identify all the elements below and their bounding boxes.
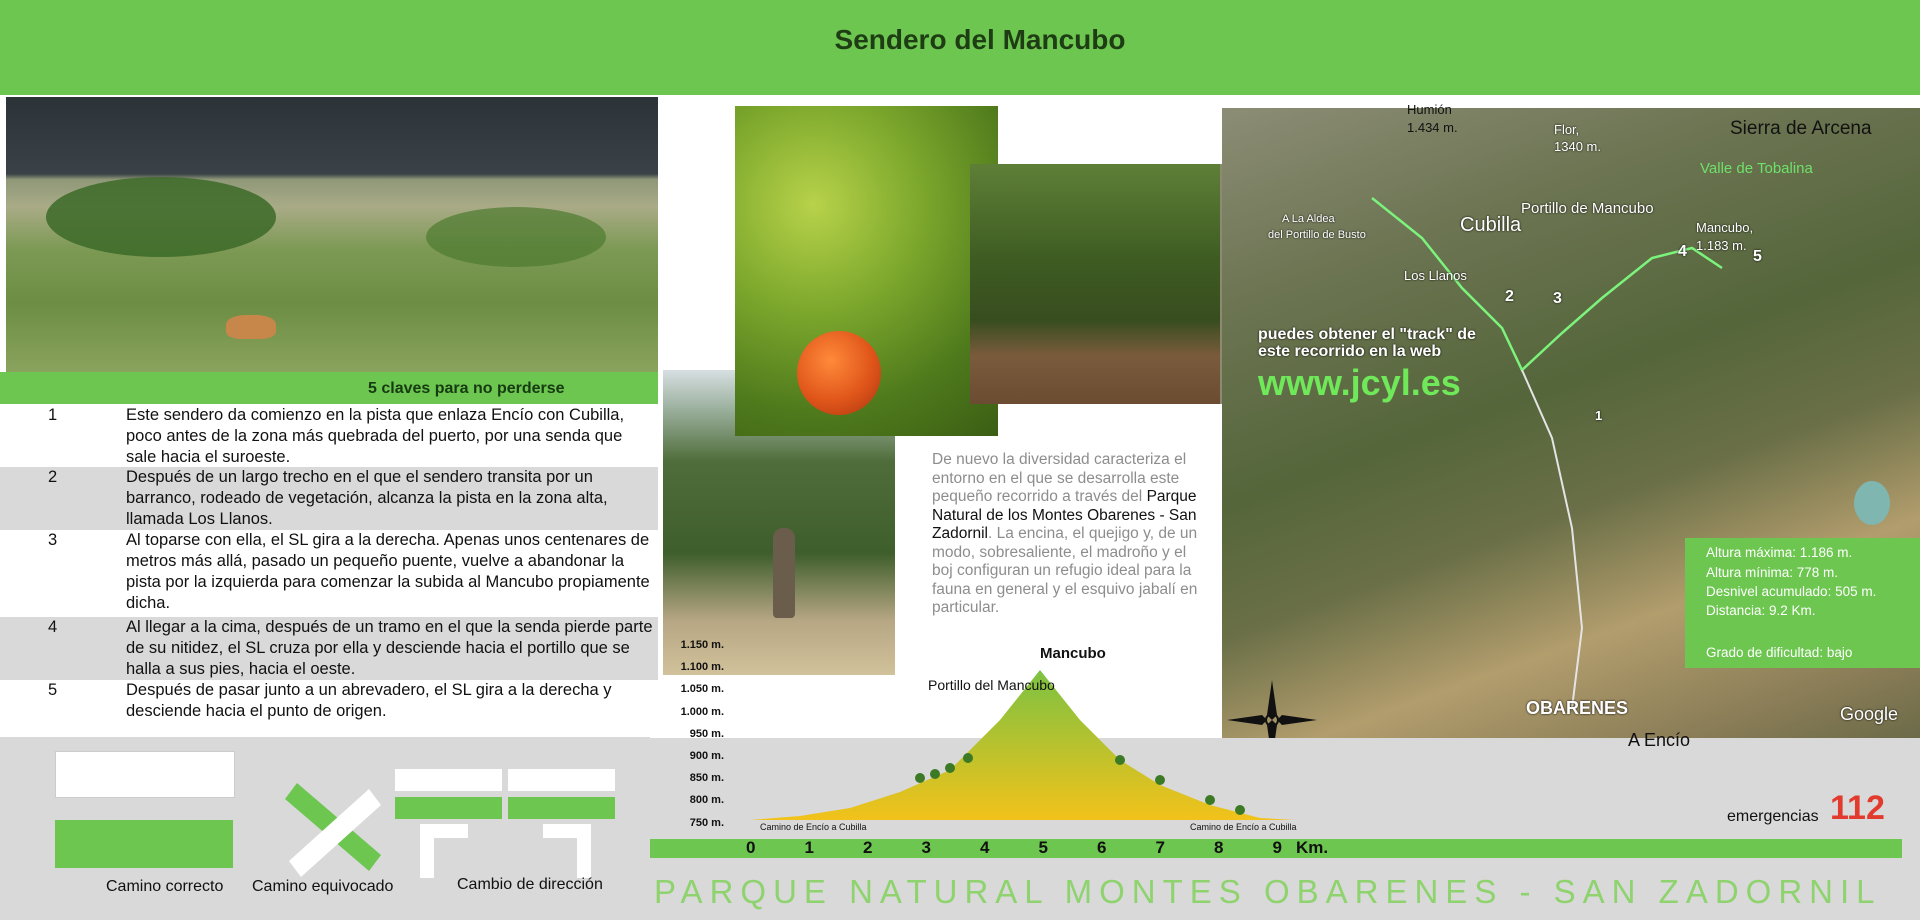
emergency-label: emergencias [1727,808,1819,825]
stat-dificultad: Grado de dificultad: bajo [1706,645,1853,660]
road-line [1522,370,1582,708]
legend-wrong-cross [285,783,381,879]
turn-left-green [395,797,502,819]
hiker-figure [773,528,795,618]
elevation-profile [740,640,1300,830]
legend-wrong-label: Camino equivocado [252,878,394,895]
map-mancubo-alt: 1.183 m. [1696,238,1747,253]
step-text: Al llegar a la cima, después de un tramo en el que la senda pierde parte de su nitidez, el SL cruza por ella y desciende hacia el portillo que se halla a sus pies, hacia el oeste. [126,618,653,678]
km-tick-label: 6 [1097,838,1107,857]
map-flor: Flor, [1554,122,1580,137]
page-title: Sendero del Mancubo [834,24,1126,55]
emergency-number: 112 [1830,789,1885,827]
step-row [0,467,658,530]
legend-box-white [55,751,235,798]
elevation-tick-label: 1.150 m. [680,639,724,651]
km-tick-label: 3 [921,838,931,857]
turn-left-white [395,769,502,791]
profile-peak-label: Mancubo [1040,645,1106,662]
legend-correct-bar [55,820,233,868]
track-line-2: este recorrido en la web [1258,343,1442,360]
map-point-3: 3 [1553,290,1562,307]
park-name-footer: PARQUE NATURAL MONTES OBARENES - SAN ZADORNIL [654,873,1882,910]
turn-arrow-left [420,824,468,878]
map-humion-alt: 1.434 m. [1407,120,1458,135]
step-text: Después de pasar junto a un abrevadero, el SL gira a la derecha y desciende hacia el punto de origen. [126,681,612,720]
km-unit: Km. [1296,838,1329,857]
shrub [426,207,606,267]
map-point-4: 4 [1678,243,1687,260]
map-brand: Google [1840,704,1899,724]
map-portillo: Portillo de Mancubo [1521,200,1654,217]
elevation-tick-label: 950 m. [689,727,724,740]
web-link[interactable]: www.jcyl.es [1258,362,1461,403]
legend-correct-label: Camino correcto [106,878,224,895]
step-row [0,405,658,467]
km-tick-label: 5 [1038,838,1048,857]
stat-max: Altura máxima: 1.186 m. [1706,545,1853,560]
step-number: 4 [48,618,58,636]
step-row [0,530,658,617]
map-flor-alt: 1340 m. [1554,139,1601,154]
km-tick-label: 2 [863,838,873,857]
turn-arrow-right [543,824,591,878]
map-humion: Humión [1407,102,1452,117]
description-park: Parque Natural de los Montes Obarenes - San Zadornil [932,488,1197,542]
description-part1: De nuevo la diversidad caracteriza el entorno en el que se desarrolla este pequeño recorrido a través del [932,451,1187,505]
step-text: Este sendero da comienzo en la pista que enlaza Encío con Cubilla, poco antes de la zona más quebrada del puerto, por una senda que sale hacia el suroeste. [126,406,625,466]
km-tick-label: 0 [746,838,756,857]
legend-turn-label: Cambio de dirección [457,876,603,893]
map-encio: A Encío [1628,730,1691,750]
turn-right-white [508,769,615,791]
stat-min: Altura mínima: 778 m. [1706,565,1839,580]
madrono-photo [735,106,998,436]
step-number: 2 [48,468,58,486]
step-number: 1 [48,406,58,424]
stat-desnivel: Desnivel acumulado: 505 m. [1706,584,1877,599]
step-text: Después de un largo trecho en el que el sendero transita por un barranco, rodeado de vegetación, alcanza la pista en la zona alta, llamada Los Llanos. [126,468,608,528]
step-number: 3 [48,531,58,549]
profile-start-label: Camino de Encío a Cubilla [760,822,867,832]
km-tick-label: 8 [1214,838,1224,857]
step-row [0,680,658,737]
map-obarenes: OBARENES [1526,698,1629,718]
step-number: 5 [48,681,58,699]
elevation-tick-label: 1.100 m. [680,661,724,674]
profile-end-label: Camino de Encío a Cubilla [1190,822,1297,832]
meadow-photo [6,97,658,372]
km-tick-label: 1 [804,838,814,857]
map-aldea-2: del Portillo de Busto [1268,229,1366,241]
stat-distancia: Distancia: 9.2 Km. [1706,603,1816,618]
map-mancubo: Mancubo, [1696,220,1754,235]
claves-title: 5 claves para no perderse [368,380,565,397]
map-sierra: Sierra de Arcena [1730,118,1872,139]
description [932,451,1206,618]
elevation-tick-label: 1.050 m. [680,683,724,696]
elevation-tick-label: 750 m. [689,816,724,829]
profile-pass-label: Portillo del Mancubo [928,677,1055,693]
elevation-tick-label: 850 m. [689,772,724,785]
map-point-1: 1 [1595,408,1603,423]
km-tick-label: 7 [1155,838,1165,857]
map-valle: Valle de Tobalina [1700,160,1813,177]
map-point-5: 5 [1753,248,1762,265]
elevation-tick-label: 1.000 m. [680,705,724,718]
map-llanos: Los Llanos [1404,268,1467,283]
track-line-1: puedes obtener el "track" de [1258,326,1476,343]
cow-figure [226,315,276,339]
km-tick-label: 9 [1272,838,1282,857]
description-part2: . La encina, el quejigo y, de un modo, sobresaliente, el madroño y el boj configuran un refugio ideal para la fauna en general y el esquivo jabalí en particular. [932,525,1198,616]
elevation-tick-label: 800 m. [689,794,724,807]
madrono-fruit [797,331,881,415]
map-point-2: 2 [1505,288,1514,305]
step-row [0,617,658,680]
shrub [46,177,276,257]
map-aldea: A La Aldea [1282,213,1335,225]
turn-right-green [508,797,615,819]
pond [1854,481,1890,525]
map-cubilla: Cubilla [1460,214,1522,236]
elevation-tick-label: 900 m. [689,750,724,762]
km-tick-label: 4 [980,838,990,857]
step-text: Al toparse con ella, el SL gira a la derecha. Apenas unos centenares de metros más allá, pasado un pequeño puente, vuelve a abandonar la pista por la izquierda para comenzar la subida al Mancubo propiamente dicha. [126,531,650,612]
